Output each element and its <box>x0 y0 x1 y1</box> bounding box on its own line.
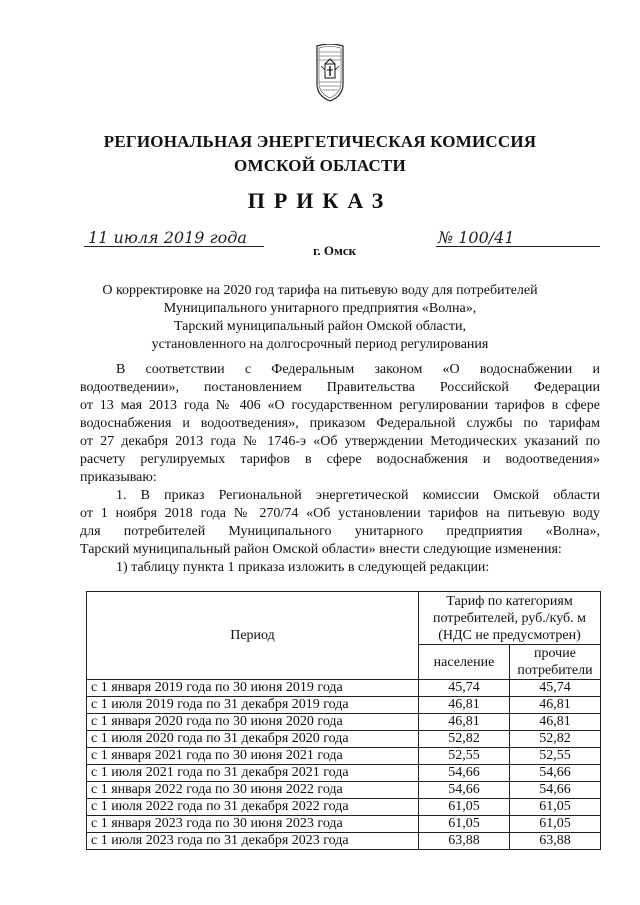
other-value: 54,66 <box>510 765 601 782</box>
other-value: 46,81 <box>510 697 601 714</box>
city-label: г. Омск <box>313 243 357 258</box>
table-row <box>87 816 601 833</box>
organization-name-line2: ОМСКОЙ ОБЛАСТИ <box>234 156 406 175</box>
other-value: 61,05 <box>510 816 601 833</box>
date-underline <box>84 246 264 247</box>
other-value: 54,66 <box>510 782 601 799</box>
tariff-rows <box>87 680 601 850</box>
header-tariff <box>419 592 601 645</box>
other-value: 61,05 <box>510 799 601 816</box>
header-population: население <box>419 645 510 680</box>
period-cell: с 1 июля 2022 года по 31 декабря 2022 года <box>87 799 419 816</box>
item1-line: Тарский муниципальный район Омской области» внести следующие изменения: <box>80 542 562 557</box>
subject-line: О корректировке на 2020 год тарифа на питьевую воду для потребителей <box>102 283 538 298</box>
population-value: 54,66 <box>419 765 510 782</box>
item1-line: от 1 ноября 2018 года № 270/74 «Об установлении тарифов на питьевую воду <box>80 506 600 521</box>
header-other-line: прочие <box>534 646 576 661</box>
period-cell: с 1 июля 2023 года по 31 декабря 2023 года <box>87 833 419 850</box>
population-value: 61,05 <box>419 816 510 833</box>
period-cell: с 1 января 2023 года по 30 июня 2023 года <box>87 816 419 833</box>
subject-line: Муниципального унитарного предприятия «Волна», <box>163 301 477 316</box>
preamble-line: водоснабжения и водоотведения», приказом Федеральной службы по тарифам <box>80 416 600 431</box>
preamble-paragraph <box>80 361 600 487</box>
population-value: 54,66 <box>419 782 510 799</box>
period-cell: с 1 января 2021 года по 30 июня 2021 года <box>87 748 419 765</box>
population-value: 63,88 <box>419 833 510 850</box>
table-row <box>87 748 601 765</box>
population-value: 46,81 <box>419 697 510 714</box>
table-row <box>87 765 601 782</box>
other-value: 45,74 <box>510 680 601 697</box>
population-value: 61,05 <box>419 799 510 816</box>
subject-line: установленного на долгосрочный период регулирования <box>151 337 489 352</box>
table-row <box>87 680 601 697</box>
preamble-line: водоотведении», постановлением Правительства Российской Федерации <box>80 380 600 395</box>
header-period: Период <box>87 592 419 680</box>
other-value: 46,81 <box>510 714 601 731</box>
preamble-line: расчету регулируемых тарифов в сфере водоснабжения и водоотведения» <box>80 452 600 467</box>
period-cell: с 1 января 2020 года по 30 июня 2020 года <box>87 714 419 731</box>
header-tariff-line: Тариф по категориям <box>446 593 573 609</box>
period-cell: с 1 июля 2019 года по 31 декабря 2019 года <box>87 697 419 714</box>
item1-line: для потребителей Муниципального унитарного предприятия «Волна», <box>80 524 600 539</box>
period-cell: с 1 января 2022 года по 30 июня 2022 года <box>87 782 419 799</box>
table-row <box>87 782 601 799</box>
population-value: 45,74 <box>419 680 510 697</box>
population-value: 52,82 <box>419 731 510 748</box>
preamble-line: приказываю: <box>80 470 157 485</box>
item1-line: 1. В приказ Региональной энергетической комиссии Омской области <box>116 488 600 503</box>
table-row <box>87 697 601 714</box>
other-value: 52,82 <box>510 731 601 748</box>
handwritten-date: 11 июля 2019 года <box>88 228 247 247</box>
period-cell: с 1 января 2019 года по 30 июня 2019 года <box>87 680 419 697</box>
preamble-line: от 27 декабря 2013 года № 1746-э «Об утверждении Методических указаний по <box>80 434 600 449</box>
table-row <box>87 833 601 850</box>
tariff-table <box>86 591 601 850</box>
population-value: 46,81 <box>419 714 510 731</box>
subitem1-text: 1) таблицу пункта 1 приказа изложить в следующей редакции: <box>116 560 490 575</box>
coat-of-arms-emblem <box>313 44 347 102</box>
population-value: 52,55 <box>419 748 510 765</box>
header-tariff-line: потребителей, руб./куб. м <box>433 610 586 626</box>
order-subject <box>80 282 560 354</box>
header-other <box>510 645 601 680</box>
table-row <box>87 799 601 816</box>
table-row <box>87 731 601 748</box>
preamble-line: от 13 мая 2013 года № 406 «О государственном регулировании тарифов в сфере <box>80 398 600 413</box>
period-cell: с 1 июля 2021 года по 31 декабря 2021 года <box>87 765 419 782</box>
header-tariff-line: (НДС не предусмотрен) <box>438 627 581 643</box>
subject-line: Тарский муниципальный район Омской области, <box>173 319 467 334</box>
other-value: 52,55 <box>510 748 601 765</box>
handwritten-order-number: № 100/41 <box>438 228 515 247</box>
number-underline <box>436 246 600 247</box>
document-title: ПРИКАЗ <box>247 188 393 213</box>
other-value: 63,88 <box>510 833 601 850</box>
preamble-line: В соответствии с Федеральным законом «О водоснабжении и <box>116 362 600 377</box>
header-other-line: потребители <box>517 663 593 678</box>
period-cell: с 1 июля 2020 года по 31 декабря 2020 года <box>87 731 419 748</box>
organization-name-line1: РЕГИОНАЛЬНАЯ ЭНЕРГЕТИЧЕСКАЯ КОМИССИЯ <box>103 132 537 151</box>
table-row <box>87 714 601 731</box>
item1-paragraph <box>80 487 600 559</box>
